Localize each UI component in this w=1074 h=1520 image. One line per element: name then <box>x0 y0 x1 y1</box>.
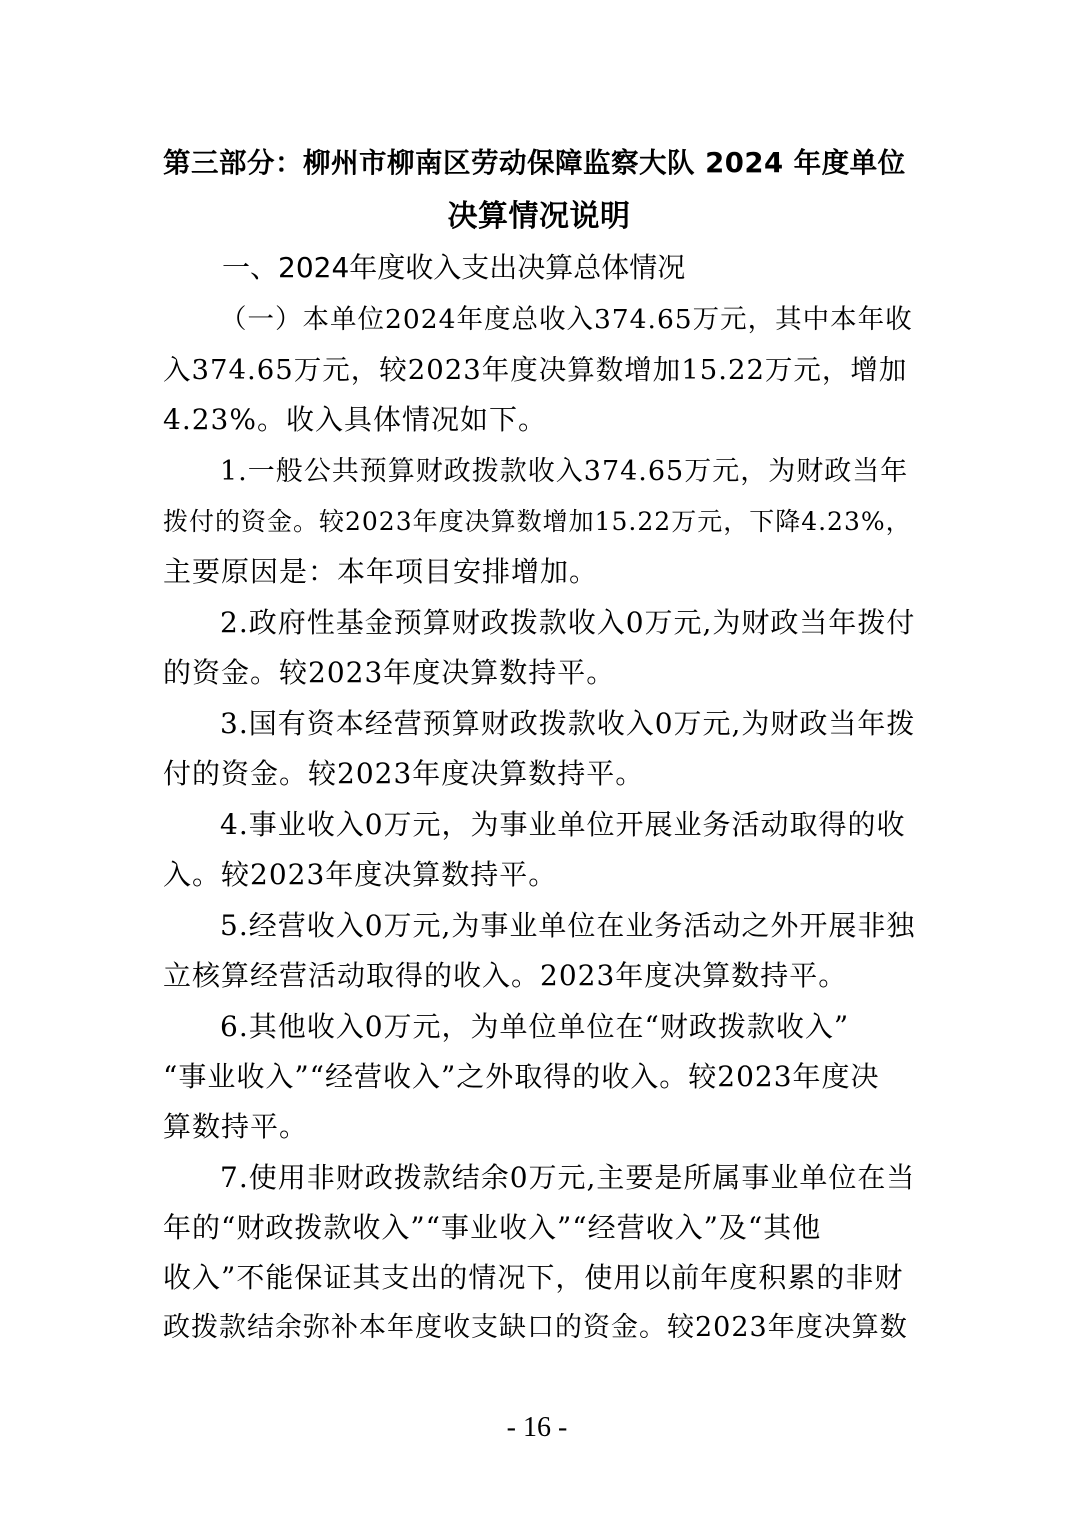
paragraph-6-line-1: 5.经营收入0万元,为事业单位在业务活动之外开展非独 <box>220 909 916 942</box>
paragraph-8-line-2: 年的“财政拨款收入”“事业收入”“经营收入”及“其他 <box>163 1211 822 1244</box>
paragraph-2-line-2: 拨付的资金。较2023年度决算数增加15.22万元，下降4.23%， <box>163 507 912 536</box>
section-heading: 一、2024年度收入支出决算总体情况 <box>222 251 686 284</box>
paragraph-8-line-1: 7.使用非财政拨款结余0万元,主要是所属事业单位在当 <box>220 1161 916 1194</box>
paragraph-2-line-3: 主要原因是：本年项目安排增加。 <box>163 555 599 588</box>
paragraph-7-line-1: 6.其他收入0万元，为单位单位在“财政拨款收入” <box>220 1010 850 1043</box>
document-title-line-2: 决算情况说明 <box>447 199 631 234</box>
document-title-line-1: 第三部分：柳州市柳南区劳动保障监察大队 2024 年度单位 <box>163 147 906 179</box>
paragraph-7-line-3: 算数持平。 <box>163 1110 309 1143</box>
paragraph-8-line-4: 政拨款结余弥补本年度收支缺口的资金。较2023年度决算数 <box>163 1312 908 1343</box>
paragraph-5-line-2: 入。较2023年度决算数持平。 <box>163 858 558 891</box>
paragraph-5-line-1: 4.事业收入0万元，为事业单位开展业务活动取得的收 <box>220 808 906 841</box>
paragraph-1-line-1: （一）本单位2024年度总收入374.65万元，其中本年收 <box>220 304 913 335</box>
paragraph-8-line-3: 收入”不能保证其支出的情况下，使用以前年度积累的非财 <box>163 1261 904 1294</box>
paragraph-6-line-2: 立核算经营活动取得的收入。2023年度决算数持平。 <box>163 959 848 992</box>
paragraph-1-line-3: 4.23%。收入具体情况如下。 <box>163 403 547 436</box>
paragraph-4-line-2: 付的资金。较2023年度决算数持平。 <box>163 757 645 790</box>
page-number: - 16 - <box>506 1412 568 1443</box>
paragraph-1-line-2: 入374.65万元，较2023年度决算数增加15.22万元，增加 <box>163 354 908 386</box>
paragraph-2-line-1: 1.一般公共预算财政拨款收入374.65万元，为财政当年 <box>220 456 909 487</box>
paragraph-4-line-1: 3.国有资本经营预算财政拨款收入0万元,为财政当年拨 <box>220 707 916 740</box>
paragraph-3-line-2: 的资金。较2023年度决算数持平。 <box>163 656 616 689</box>
paragraph-3-line-1: 2.政府性基金预算财政拨款收入0万元,为财政当年拨付 <box>220 606 916 639</box>
paragraph-7-line-2: “事业收入”“经营收入”之外取得的收入。较2023年度决 <box>163 1060 880 1093</box>
